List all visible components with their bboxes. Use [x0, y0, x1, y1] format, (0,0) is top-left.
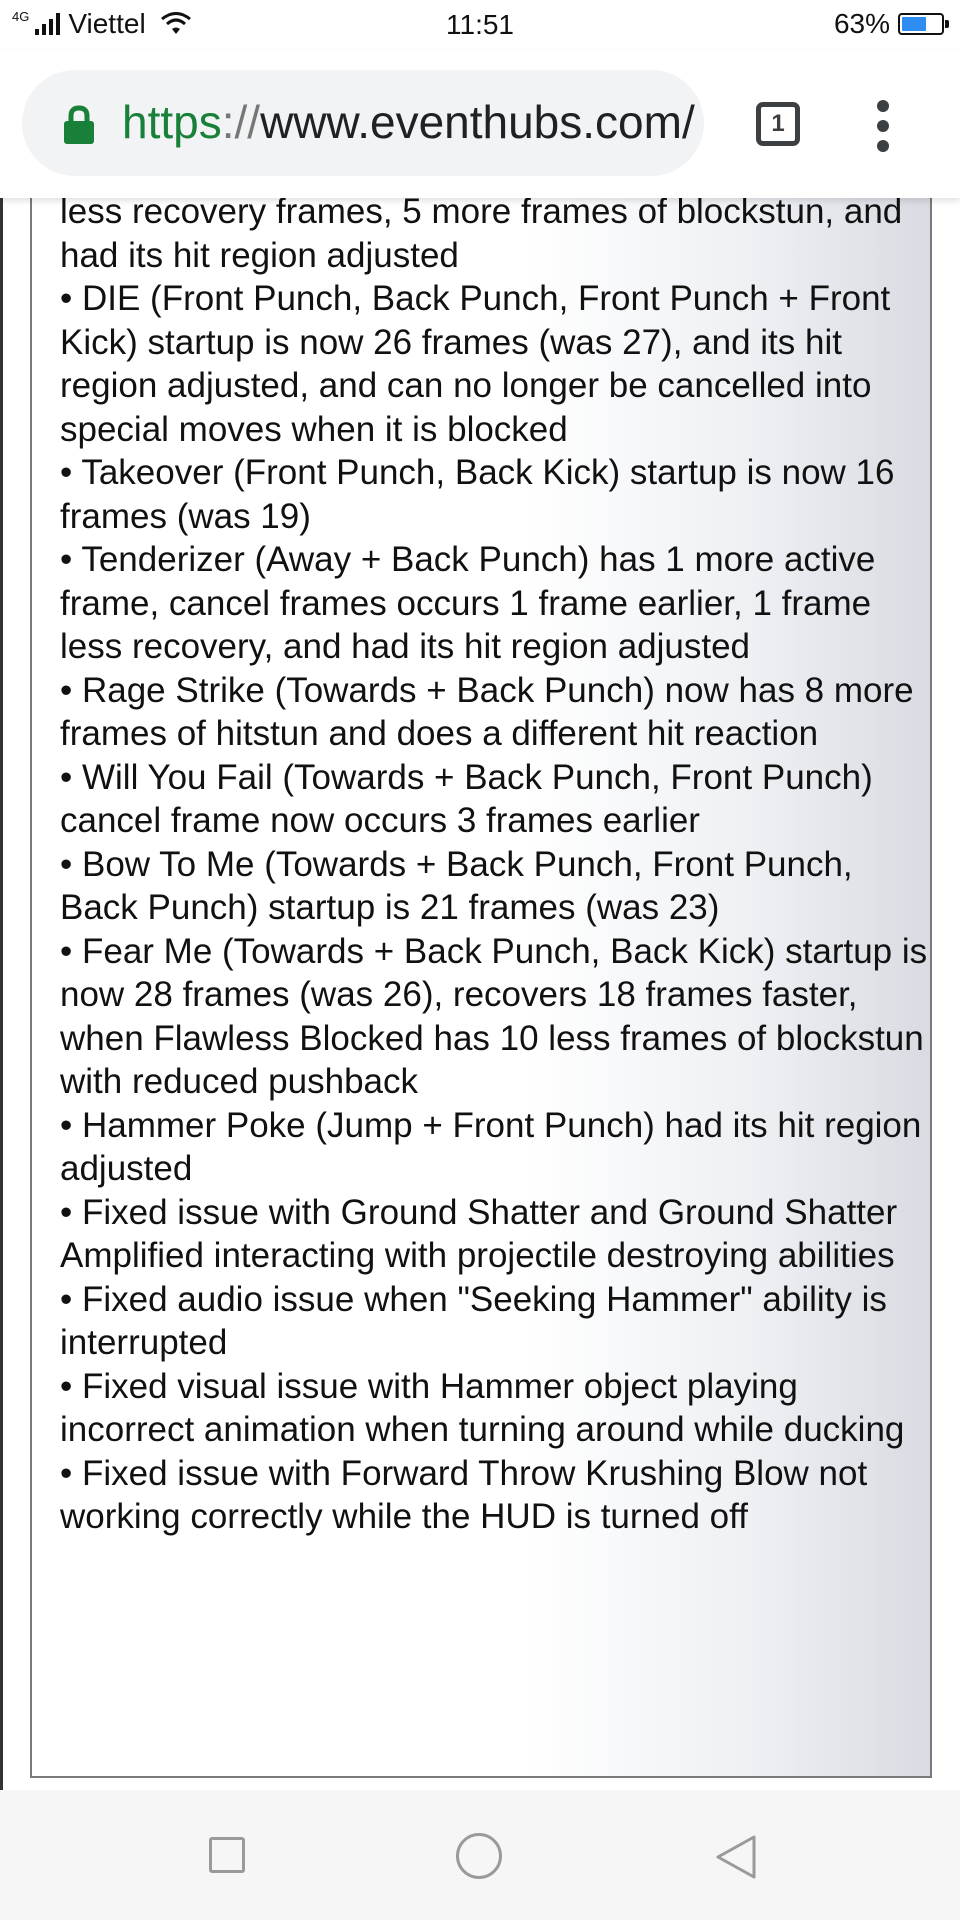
battery-level-fill	[902, 17, 926, 31]
address-bar[interactable]	[22, 70, 704, 176]
network-type-label: 4G	[12, 8, 30, 24]
status-right	[834, 8, 944, 40]
battery-icon	[898, 13, 944, 35]
patch-note-line: • Tenderizer (Away + Back Punch) has 1 more active frame, cancel frames occurs 1 frame earlier, 1 frame less recovery, and had its hit region adjusted	[60, 540, 876, 666]
carrier-name: Viettel	[68, 8, 146, 39]
clock: 11:51	[446, 9, 514, 40]
url-host: www.eventhubs.com/	[260, 96, 695, 148]
tab-switcher-button[interactable]: 1	[756, 102, 800, 146]
patch-note-line: • Rage Strike (Towards + Back Punch) now has 8 more frames of hitstun and does a different hit reaction	[60, 670, 914, 753]
triangle-back-icon[interactable]	[714, 1834, 758, 1880]
patch-note-line: • Fear Me (Towards + Back Punch, Back Kick) startup is now 28 frames (was 26), recovers 18 frames faster, when Flawless Blocked has 10 less frames of blockstun with reduced pushback	[60, 931, 928, 1101]
patch-note-line: • Fixed issue with Ground Shatter and Ground Shatter Amplified interacting with projectile destroying abilities	[60, 1192, 898, 1275]
patch-note-line: • Bow To Me (Towards + Back Punch, Front Punch, Back Punch) startup is 21 frames (was 23)	[60, 844, 853, 927]
patch-note-line: • Takeover (Front Punch, Back Kick) startup is now 16 frames (was 19)	[60, 453, 895, 536]
browser-toolbar	[0, 50, 960, 198]
url-scheme: https	[122, 96, 222, 148]
patch-note-line: • Fixed issue with Forward Throw Krushing Blow not working correctly while the HUD is turned off	[60, 1453, 868, 1536]
patch-note-line: • Fixed audio issue when "Seeking Hammer" ability is interrupted	[60, 1279, 887, 1362]
lock-icon	[62, 105, 96, 145]
square-icon[interactable]	[209, 1837, 245, 1873]
more-vert-icon[interactable]	[870, 100, 898, 152]
system-navigation-bar	[0, 1790, 960, 1920]
url-separator: ://	[221, 96, 261, 148]
patch-notes-text	[60, 198, 930, 1539]
patch-note-line: • Will You Fail (Towards + Back Punch, Front Punch) cancel frame now occurs 3 frames earlier	[60, 757, 873, 840]
patch-note-line: less recovery frames, 5 more frames of blockstun, and had its hit region adjusted	[60, 198, 903, 275]
battery-percent: 63%	[833, 8, 890, 39]
page-content[interactable]	[0, 198, 960, 1790]
status-bar	[0, 0, 960, 50]
url-text[interactable]	[122, 94, 695, 150]
patch-note-line: • DIE (Front Punch, Back Punch, Front Punch + Front Kick) startup is now 26 frames (was 27), and its hit region adjusted, and can no longer be cancelled into special moves when it is blocked	[60, 279, 891, 449]
patch-note-line: • Fixed visual issue with Hammer object playing incorrect animation when turning around while ducking	[60, 1366, 905, 1449]
patch-note-line: • Hammer Poke (Jump + Front Punch) had its hit region adjusted	[60, 1105, 922, 1188]
circle-icon[interactable]	[456, 1833, 502, 1879]
left-border-rule	[0, 198, 3, 1790]
patch-notes-box	[30, 198, 932, 1778]
